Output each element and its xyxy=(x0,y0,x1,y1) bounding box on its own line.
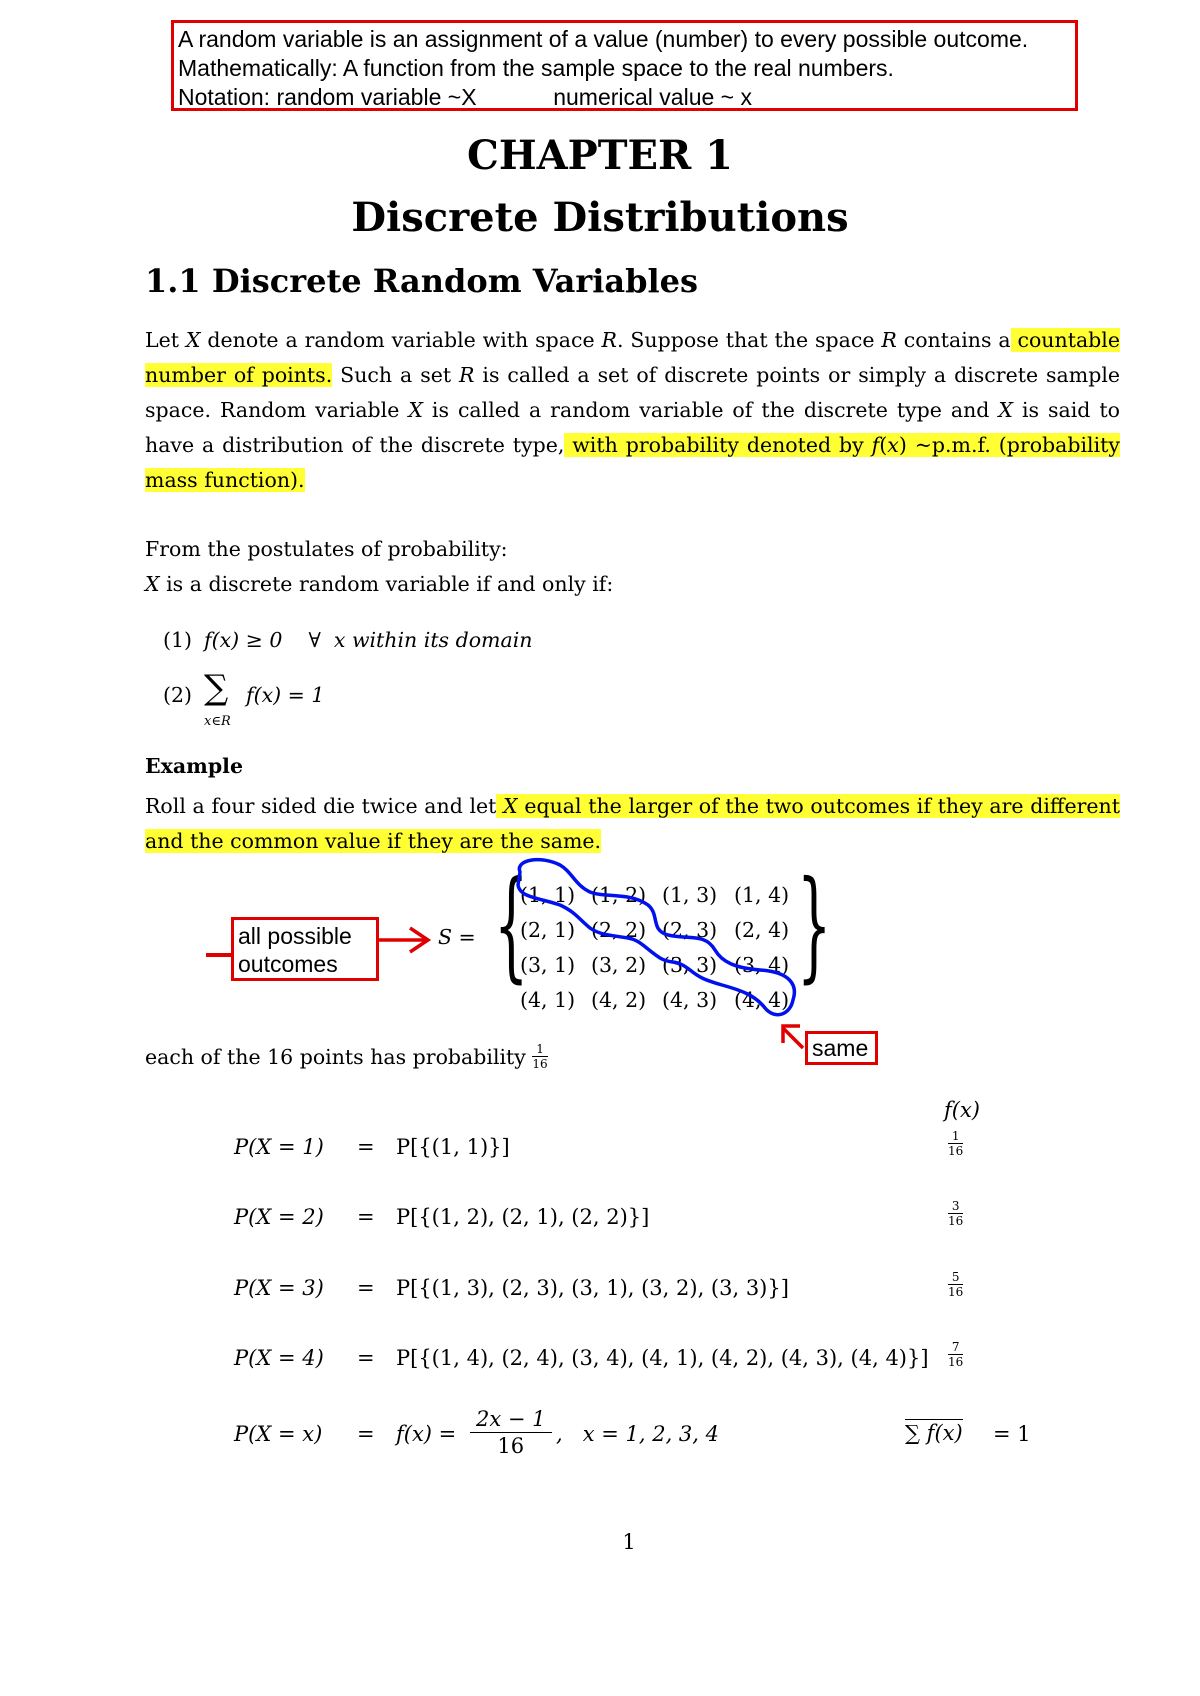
general-domain: , x = 1, 2, 3, 4 xyxy=(556,1422,719,1446)
row-fx: $\frac{5}{16}$ xyxy=(948,1270,964,1299)
general-rhs-prefix: f(x) = xyxy=(396,1422,457,1446)
sample-point: (4, 2) xyxy=(591,988,647,1012)
sample-point: (2, 3) xyxy=(662,918,718,942)
row-event: P[{(1, 2), (2, 1), (2, 2)}] xyxy=(396,1205,650,1229)
condition-1-expr: f(x) ≥ 0 ∀ x within its domain xyxy=(204,628,533,652)
sample-point: (1, 4) xyxy=(734,883,790,907)
row-fx: $\frac{1}{16}$ xyxy=(948,1129,964,1158)
outcomes-label-line1: all possible xyxy=(238,923,352,949)
outcomes-label-line2: outcomes xyxy=(238,951,338,977)
annotation-line-2: Mathematically: A function from the sample space to the real numbers. xyxy=(178,55,894,81)
sample-point: (3, 1) xyxy=(520,953,576,977)
highlight-countable: countable number of points. xyxy=(145,328,1120,387)
row-equals: = xyxy=(357,1205,375,1229)
general-lhs: P(X = x) xyxy=(234,1422,323,1446)
sample-point: (4, 4) xyxy=(734,988,790,1012)
row-event: P[{(1, 3), (2, 3), (3, 1), (3, 2), (3, 3)}] xyxy=(396,1276,789,1300)
sample-point: (2, 1) xyxy=(520,918,576,942)
example-text: Roll a four sided die twice and let X equal the larger of the two outcomes if they are different and the common value if they are the same. xyxy=(145,794,1120,853)
left-brace: { xyxy=(493,856,529,995)
sum-fx: ∑ f(x) xyxy=(905,1421,963,1445)
row-lhs: P(X = 2) xyxy=(234,1205,324,1229)
sample-point: (1, 2) xyxy=(591,883,647,907)
general-fraction xyxy=(470,1406,552,1459)
chapter-title: Discrete Distributions xyxy=(351,194,849,241)
right-brace: } xyxy=(796,856,832,995)
general-den: 16 xyxy=(497,1434,525,1458)
intro-paragraph: Let X denote a random variable with space R. Suppose that the space R contains a countable number of points. Such a set R is called a set of discrete points or simply a discrete sample space. Random variable X is called a random variable of the discrete type and X is said to have a distribution of the discrete type, with probability denoted by f(x) ~p.m.f. (probability mass function). xyxy=(145,328,1121,492)
example-heading: Example xyxy=(145,754,243,778)
sample-space-label: S = xyxy=(438,925,476,949)
sample-point: (1, 3) xyxy=(662,883,718,907)
all-possible-outcomes-box xyxy=(231,917,379,981)
sample-point: (4, 3) xyxy=(662,988,718,1012)
probability-note: each of the 16 points has probability $\frac{1}{16}$ xyxy=(145,1042,548,1071)
annotation-line-3: Notation: random variable ~X numerical value ~ x xyxy=(178,84,753,110)
general-eq: = xyxy=(357,1422,375,1446)
sample-point: (3, 4) xyxy=(734,953,790,977)
row-equals: = xyxy=(357,1346,375,1370)
row-lhs: P(X = 4) xyxy=(234,1346,324,1370)
row-lhs: P(X = 3) xyxy=(234,1276,324,1300)
condition-1-label: (1) xyxy=(163,628,193,652)
summation-subscript: x∈R xyxy=(204,714,231,729)
sample-point: (3, 3) xyxy=(662,953,718,977)
row-equals: = xyxy=(357,1276,375,1300)
row-lhs: P(X = 1) xyxy=(234,1135,324,1159)
fx-header: f(x) xyxy=(944,1098,981,1122)
postulates-intro: From the postulates of probability: xyxy=(145,537,508,561)
annotation-line-1: A random variable is an assignment of a value (number) to every possible outcome. xyxy=(178,26,1029,52)
row-event: P[{(1, 1)}] xyxy=(396,1135,510,1159)
summation-symbol: ∑ xyxy=(204,668,229,708)
page-number: 1 xyxy=(622,1530,636,1554)
condition-2-label: (2) xyxy=(163,683,193,707)
general-num: 2x − 1 xyxy=(470,1406,552,1433)
chapter-heading: CHAPTER 1 xyxy=(467,132,733,179)
iff-line: X is a discrete random variable if and only if: xyxy=(145,572,614,596)
row-equals: = xyxy=(357,1135,375,1159)
row-fx: $\frac{7}{16}$ xyxy=(948,1340,964,1369)
highlight-pmf: with probability denoted by f(x) ~p.m.f. (probability mass function). xyxy=(145,433,1120,492)
ink-loop-diagonal xyxy=(518,860,794,1015)
same-label-box: same xyxy=(805,1031,878,1065)
sample-point: (1, 1) xyxy=(520,883,576,907)
sample-point: (3, 2) xyxy=(591,953,647,977)
row-event: P[{(1, 4), (2, 4), (3, 4), (4, 1), (4, 2), (4, 3), (4, 4)}] xyxy=(396,1346,929,1370)
sum-equals-one: = 1 xyxy=(993,1422,1031,1446)
sample-point: (2, 2) xyxy=(591,918,647,942)
row-fx: $\frac{3}{16}$ xyxy=(948,1199,964,1228)
arrow-to-same xyxy=(783,1028,803,1048)
condition-2-expr: f(x) = 1 xyxy=(246,683,325,707)
section-heading: 1.1 Discrete Random Variables xyxy=(145,262,699,300)
sample-point: (2, 4) xyxy=(734,918,790,942)
sample-point: (4, 1) xyxy=(520,988,576,1012)
